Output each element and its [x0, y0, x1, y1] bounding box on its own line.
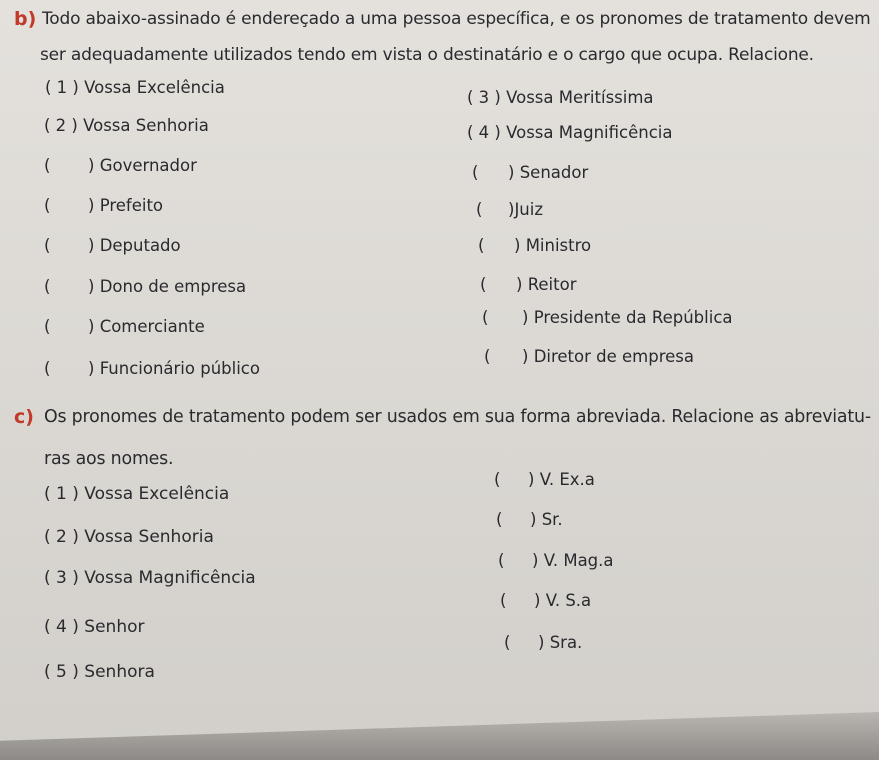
option-4: ( 4 ) Vossa Magnificência: [467, 123, 673, 142]
answer-blank[interactable]: (: [44, 277, 51, 296]
answer-blank[interactable]: (: [494, 470, 501, 489]
answer-blank[interactable]: (: [44, 317, 51, 336]
section-c-instruction-line2: ras aos nomes.: [44, 449, 174, 469]
answer-blank[interactable]: (: [44, 156, 51, 175]
item-diretor-de-empresa: ( ) Diretor de empresa: [484, 347, 694, 366]
name-4: ( 4 ) Senhor: [44, 617, 145, 637]
page-bottom-edge: [0, 712, 879, 760]
item-senador: ( ) Senador: [472, 163, 589, 182]
item-prefeito: ( ) Prefeito: [44, 196, 164, 215]
answer-blank[interactable]: (: [500, 591, 507, 610]
item-dono-de-empresa: ( ) Dono de empresa: [44, 277, 247, 296]
item-reitor: ( ) Reitor: [480, 275, 577, 294]
answer-blank[interactable]: (: [44, 359, 51, 378]
answer-blank[interactable]: (: [482, 308, 489, 327]
option-1: ( 1 ) Vossa Excelência: [45, 78, 225, 97]
abbr-sr: ( ) Sr.: [496, 510, 563, 529]
answer-blank[interactable]: (: [476, 200, 483, 219]
answer-blank[interactable]: (: [44, 236, 51, 255]
section-b-marker: b): [14, 8, 37, 30]
item-funcionario-publico: ( ) Funcionário público: [44, 359, 260, 378]
item-deputado: ( ) Deputado: [44, 236, 181, 255]
item-comerciante: ( ) Comerciante: [44, 317, 205, 336]
abbr-sra: ( ) Sra.: [504, 633, 583, 652]
section-b-instruction-line2: ser adequadamente utilizados tendo em vista o destinatário e o cargo que ocupa. Relacione.: [40, 45, 814, 65]
abbr-v-maga: ( ) V. Mag.a: [498, 551, 614, 570]
section-c-marker: c): [14, 406, 34, 428]
answer-blank[interactable]: (: [496, 510, 503, 529]
answer-blank[interactable]: (: [504, 633, 511, 652]
name-1: ( 1 ) Vossa Excelência: [44, 484, 230, 504]
option-3: ( 3 ) Vossa Meritíssima: [467, 88, 654, 107]
section-b-instruction-line1: Todo abaixo-assinado é endereçado a uma pessoa específica, e os pronomes de tratamento devem: [42, 9, 871, 29]
section-c-instruction-line1: Os pronomes de tratamento podem ser usados em sua forma abreviada. Relacione as abreviatu-: [44, 407, 871, 427]
item-juiz: ( )Juiz: [476, 200, 544, 219]
answer-blank[interactable]: (: [484, 347, 491, 366]
item-governador: ( ) Governador: [44, 156, 197, 175]
answer-blank[interactable]: (: [44, 196, 51, 215]
item-presidente-da-republica: ( ) Presidente da República: [482, 308, 733, 327]
abbr-v-exa: ( ) V. Ex.a: [494, 470, 595, 489]
abbr-v-sa: ( ) V. S.a: [500, 591, 592, 610]
name-5: ( 5 ) Senhora: [44, 662, 155, 682]
name-3: ( 3 ) Vossa Magnificência: [44, 568, 256, 588]
answer-blank[interactable]: (: [472, 163, 479, 182]
name-2: ( 2 ) Vossa Senhoria: [44, 527, 214, 547]
item-ministro: ( ) Ministro: [478, 236, 592, 255]
answer-blank[interactable]: (: [498, 551, 505, 570]
answer-blank[interactable]: (: [480, 275, 487, 294]
answer-blank[interactable]: (: [478, 236, 485, 255]
option-2: ( 2 ) Vossa Senhoria: [44, 116, 209, 135]
